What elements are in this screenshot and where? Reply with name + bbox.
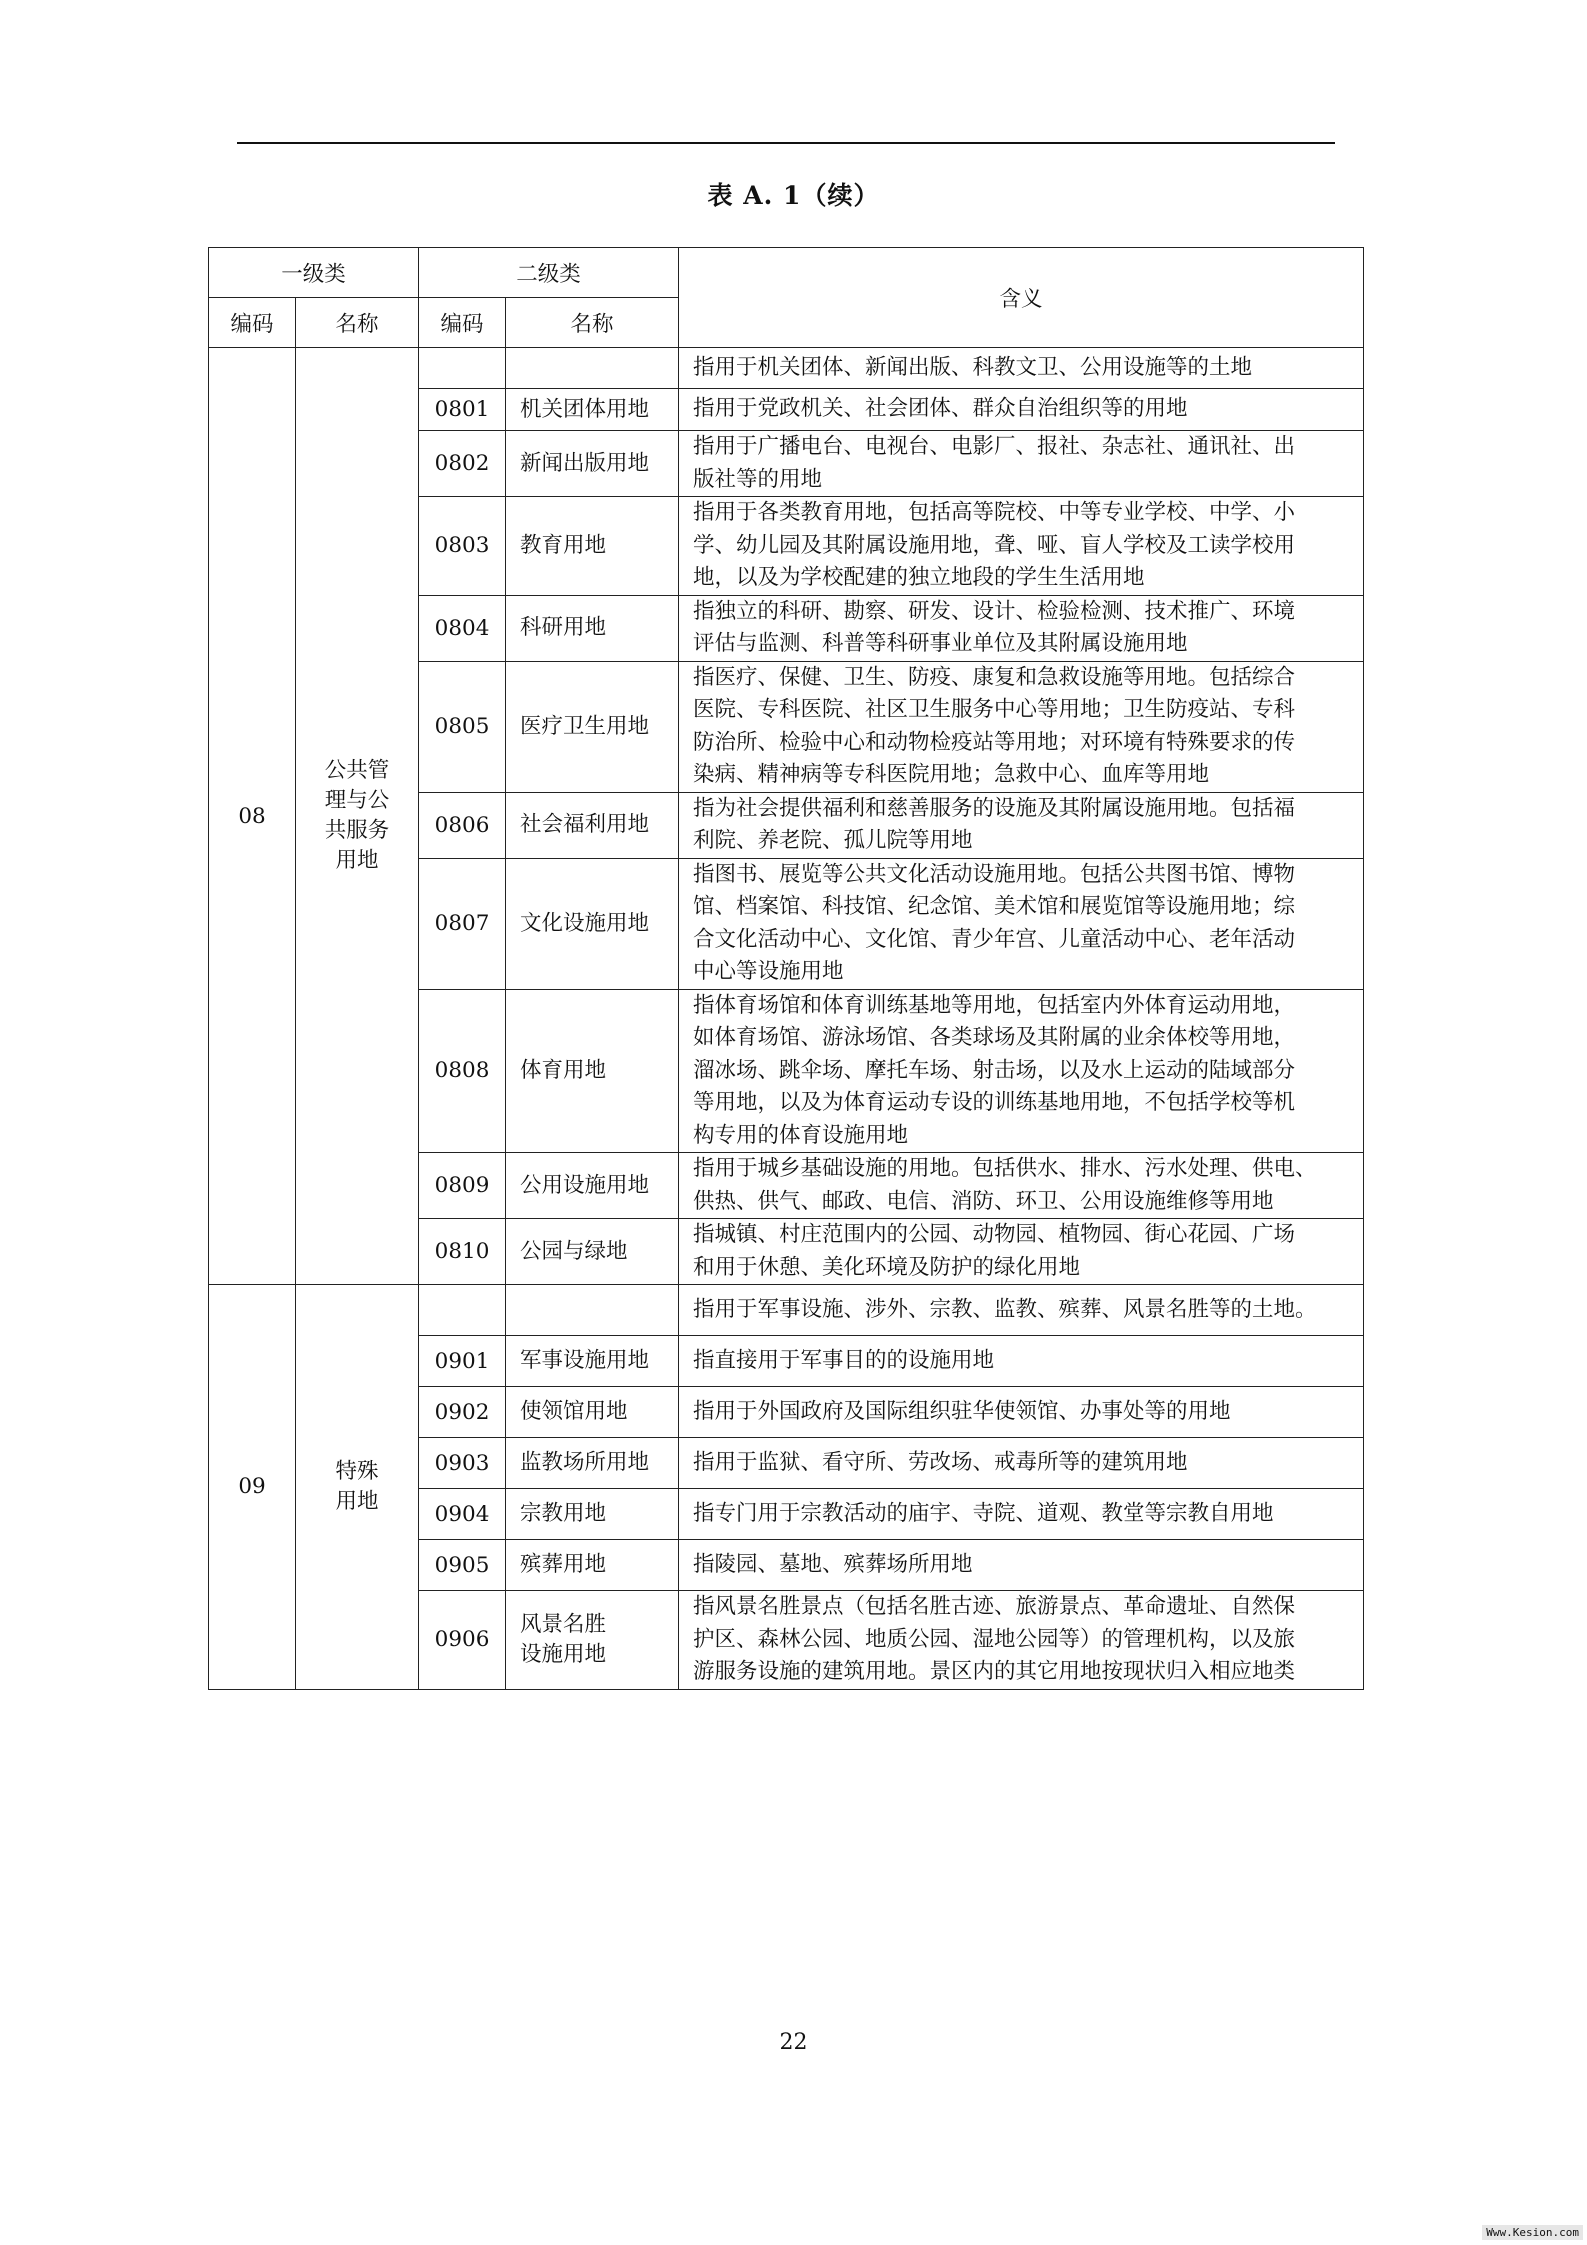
meaning-cell [679, 1438, 1364, 1489]
meaning-line: 指风景名胜景点（包括名胜古迹、旅游景点、革命遗址、自然保 [693, 1594, 1296, 1619]
level2-code: 0807 [419, 858, 506, 989]
level2-name-line: 宗教用地 [520, 1501, 607, 1526]
meaning-line: 染病、精神病等专科医院用地；急救中心、血库等用地 [693, 762, 1210, 787]
level2-name-line: 设施用地 [520, 1641, 607, 1667]
meaning-line: 学、幼儿园及其附属设施用地，聋、哑、盲人学校及工读学校用 [693, 532, 1296, 558]
level2-name [506, 497, 679, 596]
level2-code: 0901 [419, 1336, 506, 1387]
meaning-line: 指用于党政机关、社会团体、群众自治组织等的用地 [693, 396, 1188, 422]
level2-code: 0803 [419, 497, 506, 596]
meaning-line: 和用于休憩、美化环境及防护的绿化用地 [693, 1254, 1081, 1280]
level2-name [506, 595, 679, 661]
meaning-line: 指城镇、村庄范围内的公园、动物园、植物园、街心花园、广场 [693, 1222, 1296, 1247]
meaning-cell [679, 389, 1364, 431]
meaning-cell [679, 1591, 1364, 1690]
level2-code: 0906 [419, 1591, 506, 1690]
meaning-cell [679, 595, 1364, 661]
level2-name-line: 军事设施用地 [520, 1348, 650, 1373]
header-rule [237, 142, 1335, 144]
level2-name-line: 文化设施用地 [520, 910, 650, 936]
level2-code: 0902 [419, 1387, 506, 1438]
level2-name-line: 监教场所用地 [520, 1450, 650, 1475]
meaning-line: 地，以及为学校配建的独立地段的学生生活用地 [693, 565, 1145, 590]
header-meaning: 含义 [679, 248, 1364, 348]
meaning-line: 护区、森林公园、地质公园、湿地公园等）的管理机构，以及旅 [693, 1626, 1296, 1652]
header-level1: 一级类 [209, 248, 419, 298]
level2-name-line: 使领馆用地 [520, 1399, 628, 1424]
header-level2-code: 编码 [419, 298, 506, 348]
level2-name [506, 1336, 679, 1387]
level2-code: 0903 [419, 1438, 506, 1489]
meaning-line: 评估与监测、科普等科研事业单位及其附属设施用地 [693, 631, 1188, 656]
meaning-line: 中心等设施用地 [693, 959, 844, 984]
level1-name-line: 理与公 [324, 788, 390, 813]
meaning-line: 指独立的科研、勘察、研发、设计、检验检测、技术推广、环境 [693, 598, 1296, 624]
level2-name-line: 公园与绿地 [520, 1238, 628, 1264]
watermark: Www.Kesion.com [1482, 2225, 1583, 2240]
level2-name-line: 医疗卫生用地 [520, 713, 650, 739]
level1-code: 08 [209, 348, 296, 1285]
meaning-cell [679, 1336, 1364, 1387]
meaning-line: 溜冰场、跳伞场、摩托车场、射击场，以及水上运动的陆域部分 [693, 1057, 1296, 1083]
meaning-line: 利院、养老院、孤儿院等用地 [693, 828, 973, 853]
level2-name [506, 792, 679, 858]
meaning-cell [679, 1540, 1364, 1591]
level1-name [296, 348, 419, 1285]
meaning-cell [679, 1285, 1364, 1336]
meaning-line: 版社等的用地 [693, 466, 823, 492]
level2-name-line: 科研用地 [520, 615, 607, 640]
level2-code: 0802 [419, 431, 506, 497]
level2-code: 0809 [419, 1153, 506, 1219]
meaning-cell [679, 431, 1364, 497]
level1-name-line: 用地 [335, 1488, 379, 1514]
meaning-line: 指用于机关团体、新闻出版、科教文卫、公用设施等的土地 [693, 354, 1253, 380]
page-number: 22 [779, 2030, 808, 2055]
level2-name [506, 1489, 679, 1540]
meaning-cell [679, 858, 1364, 989]
meaning-line: 等用地，以及为体育运动专设的训练基地用地，不包括学校等机 [693, 1090, 1296, 1115]
meaning-line: 指直接用于军事目的的设施用地 [693, 1347, 995, 1373]
level2-code: 0801 [419, 389, 506, 431]
meaning-line: 合文化活动中心、文化馆、青少年宫、儿童活动中心、老年活动 [693, 926, 1296, 952]
meaning-line: 指医疗、保健、卫生、防疫、康复和急救设施等用地。包括综合 [693, 664, 1296, 690]
header-level2-name: 名称 [506, 298, 679, 348]
meaning-line: 医院、专科医院、社区卫生服务中心等用地；卫生防疫站、专科 [693, 697, 1296, 722]
level2-name [506, 1219, 679, 1285]
meaning-line: 指用于外国政府及国际组织驻华使领馆、办事处等的用地 [693, 1398, 1231, 1424]
level2-name [506, 389, 679, 431]
level2-name-line: 新闻出版用地 [520, 450, 650, 476]
meaning-line: 指体育场馆和体育训练基地等用地，包括室内外体育运动用地， [693, 992, 1296, 1018]
meaning-cell [679, 1219, 1364, 1285]
level2-code: 0904 [419, 1489, 506, 1540]
level2-code [419, 1285, 506, 1336]
level2-name [506, 1285, 679, 1336]
table-caption: 表 A. 1（续） [707, 181, 880, 210]
level2-name-line: 殡葬用地 [520, 1552, 607, 1577]
level2-code: 0806 [419, 792, 506, 858]
level2-code: 0805 [419, 661, 506, 792]
meaning-cell [679, 1153, 1364, 1219]
level2-name [506, 348, 679, 389]
meaning-line: 指用于监狱、看守所、劳改场、戒毒所等的建筑用地 [693, 1449, 1188, 1475]
level2-name [506, 1540, 679, 1591]
header-row-1 [209, 248, 1364, 298]
meaning-cell [679, 661, 1364, 792]
level2-name-line: 体育用地 [520, 1057, 607, 1083]
meaning-line: 构专用的体育设施用地 [693, 1122, 909, 1148]
meaning-line: 指用于各类教育用地，包括高等院校、中等专业学校、中学、小 [693, 500, 1296, 525]
level2-name [506, 1387, 679, 1438]
level2-name [506, 1438, 679, 1489]
meaning-line: 指专门用于宗教活动的庙宇、寺院、道观、教堂等宗教自用地 [693, 1500, 1274, 1526]
meaning-line: 指用于城乡基础设施的用地。包括供水、排水、污水处理、供电、 [693, 1156, 1317, 1181]
meaning-line: 馆、档案馆、科技馆、纪念馆、美术馆和展览馆等设施用地；综 [693, 894, 1296, 919]
meaning-line: 指陵园、墓地、殡葬场所用地 [693, 1551, 973, 1577]
meaning-cell [679, 348, 1364, 389]
level2-code: 0905 [419, 1540, 506, 1591]
meaning-line: 防治所、检验中心和动物检疫站等用地；对环境有特殊要求的传 [693, 729, 1296, 755]
level2-name-line: 社会福利用地 [520, 812, 650, 837]
meaning-cell [679, 1489, 1364, 1540]
level2-name-line: 教育用地 [520, 532, 607, 558]
level2-name-line: 机关团体用地 [520, 396, 650, 422]
level2-name [506, 989, 679, 1153]
level2-code: 0810 [419, 1219, 506, 1285]
level1-name [296, 1285, 419, 1690]
land-use-table [208, 247, 1364, 1690]
meaning-cell [679, 792, 1364, 858]
level1-name-line: 公共管 [324, 758, 390, 783]
level2-name [506, 431, 679, 497]
level2-code [419, 348, 506, 389]
level2-name [506, 1591, 679, 1690]
level2-name [506, 661, 679, 792]
header-level2: 二级类 [419, 248, 679, 298]
level1-name-line: 特殊 [335, 1458, 379, 1484]
table-row [209, 348, 1364, 389]
meaning-line: 游服务设施的建筑用地。景区内的其它用地按现状归入相应地类 [693, 1659, 1296, 1684]
level1-name-line: 用地 [335, 848, 379, 873]
meaning-line: 如体育场馆、游泳场馆、各类球场及其附属的业余体校等用地， [693, 1025, 1296, 1050]
table-row [209, 1285, 1364, 1336]
meaning-cell [679, 1387, 1364, 1438]
level2-name-line: 公用设施用地 [520, 1172, 650, 1198]
meaning-line: 指用于军事设施、涉外、宗教、监教、殡葬、风景名胜等的土地。 [693, 1296, 1317, 1322]
meaning-cell [679, 989, 1364, 1153]
level1-name-line: 共服务 [324, 818, 390, 843]
meaning-cell [679, 497, 1364, 596]
header-level1-code: 编码 [209, 298, 296, 348]
meaning-line: 指用于广播电台、电视台、电影厂、报社、杂志社、通讯社、出 [693, 434, 1296, 459]
level1-code: 09 [209, 1285, 296, 1690]
meaning-line: 指为社会提供福利和慈善服务的设施及其附属设施用地。包括福 [693, 795, 1296, 821]
meaning-line: 指图书、展览等公共文化活动设施用地。包括公共图书馆、博物 [693, 861, 1296, 887]
level2-name-line: 风景名胜 [520, 1611, 607, 1637]
level2-name [506, 1153, 679, 1219]
table-body [209, 348, 1364, 1690]
level2-code: 0804 [419, 595, 506, 661]
meaning-line: 供热、供气、邮政、电信、消防、环卫、公用设施维修等用地 [693, 1188, 1274, 1214]
header-level1-name: 名称 [296, 298, 419, 348]
level2-name [506, 858, 679, 989]
level2-code: 0808 [419, 989, 506, 1153]
